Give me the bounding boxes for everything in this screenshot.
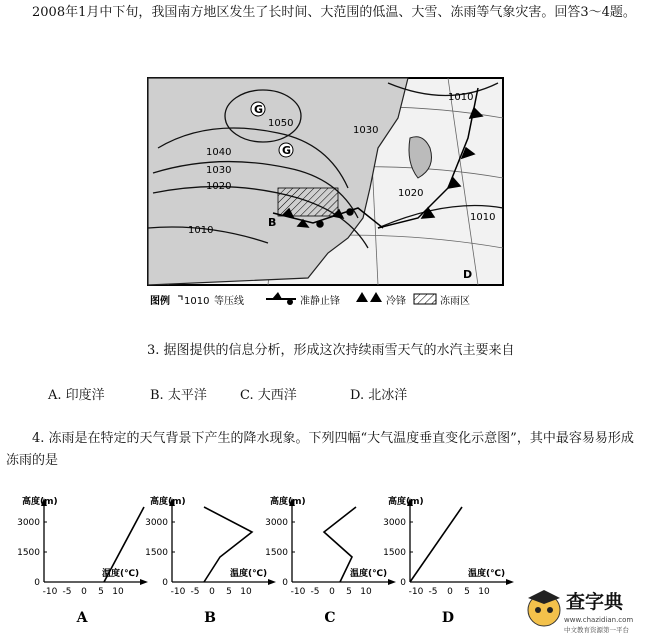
- x-tick-label: -5: [428, 587, 438, 597]
- isobar-label: 1010: [188, 225, 214, 236]
- weather-map: [148, 78, 504, 318]
- legend-cold-text: 冷锋: [386, 296, 406, 307]
- question-4: 4. 冻雨是在特定的天气背景下产生的降水现象。下列四幅“大气温度垂直变化示意图”，其中最容易易形成冻雨的是: [6, 431, 634, 468]
- isobar-label: 1020: [398, 188, 424, 199]
- y-tick-label: 1500: [265, 548, 288, 558]
- x-tick-label: 0: [81, 587, 87, 597]
- isobar-label: 1010: [470, 212, 496, 223]
- x-axis-title: 温度(℃): [102, 569, 140, 579]
- intro-paragraph: 2008年1月中下旬，我国南方地区发生了长时间、大范围的低温、大雪、冻雨等气象灾害。回答3～4题。: [32, 5, 636, 20]
- graph-b: [145, 494, 270, 630]
- logo-url: www.chazidian.com: [564, 616, 634, 624]
- x-tick-label: 10: [478, 587, 490, 597]
- freezing-rain-area: [278, 188, 338, 216]
- x-axis-arrow: [506, 579, 514, 585]
- x-tick-label: 5: [464, 587, 470, 597]
- point-label-b: B: [268, 216, 277, 229]
- x-axis-title: 温度(℃): [230, 569, 268, 579]
- x-tick-label: -5: [310, 587, 320, 597]
- isobar-label: 1030: [353, 125, 379, 136]
- y-tick-label: 3000: [145, 518, 168, 528]
- legend-isobar-text: 等压线: [214, 296, 244, 307]
- legend-prefix: 图例: [150, 296, 170, 307]
- x-tick-label: 5: [98, 587, 104, 597]
- x-tick-label: 10: [240, 587, 252, 597]
- isobar-label: 1020: [206, 181, 232, 192]
- x-tick-label: -10: [42, 587, 58, 597]
- x-tick-label: -10: [408, 587, 424, 597]
- isobar-label: 1050: [268, 118, 294, 129]
- legend-freezing-text: 冻雨区: [440, 296, 470, 307]
- map-legend: [150, 292, 470, 307]
- x-tick-label: -5: [190, 587, 200, 597]
- x-tick-label: -10: [170, 587, 186, 597]
- site-logo: [524, 578, 646, 636]
- y-tick-label: 3000: [265, 518, 288, 528]
- option-d[interactable]: D. 北冰洋: [350, 388, 408, 403]
- x-axis-title: 温度(℃): [468, 569, 506, 579]
- x-tick-label: 10: [360, 587, 372, 597]
- y-tick-label: 0: [282, 578, 288, 588]
- point-label-d: D: [463, 268, 473, 281]
- x-tick-label: -10: [290, 587, 306, 597]
- legend-stationary-text: 准静止锋: [300, 296, 340, 307]
- temperature-profile-line: [410, 507, 462, 582]
- graph-a: [17, 494, 142, 630]
- x-tick-label: 0: [209, 587, 215, 597]
- y-tick-label: 3000: [383, 518, 406, 528]
- x-tick-label: 0: [447, 587, 453, 597]
- high-pressure-mark: G: [254, 103, 264, 116]
- y-tick-label: 0: [162, 578, 168, 588]
- y-tick-label: 0: [34, 578, 40, 588]
- high-pressure-mark: G: [282, 144, 292, 157]
- option-c[interactable]: C. 大西洋: [240, 388, 297, 403]
- x-tick-label: 0: [329, 587, 335, 597]
- y-tick-label: 1500: [383, 548, 406, 558]
- isobar-label: 1010: [448, 92, 474, 103]
- x-tick-label: -5: [62, 587, 72, 597]
- y-tick-label: 3000: [17, 518, 40, 528]
- graph-label: B: [204, 610, 216, 626]
- isobar-label: 1040: [206, 147, 232, 158]
- x-axis-arrow: [140, 579, 148, 585]
- graph-d: [383, 494, 508, 630]
- x-tick-label: 10: [112, 587, 124, 597]
- graph-c: [265, 494, 390, 630]
- question-3: 3. 据图提供的信息分析，形成这次持续雨雪天气的水汽主要来自: [147, 343, 515, 358]
- option-b[interactable]: B. 太平洋: [150, 388, 207, 403]
- y-tick-label: 1500: [17, 548, 40, 558]
- question-3-options: [48, 384, 407, 403]
- y-tick-label: 1500: [145, 548, 168, 558]
- option-a[interactable]: A. 印度洋: [48, 388, 105, 403]
- isobar-label: 1030: [206, 165, 232, 176]
- graph-label: D: [441, 610, 455, 626]
- x-tick-label: 5: [226, 587, 232, 597]
- logo-slogan: 中文教育资源第一平台: [564, 626, 629, 634]
- x-axis-title: 温度(℃): [350, 569, 388, 579]
- y-axis-title: 高度(m): [388, 497, 424, 507]
- y-axis-title: 高度(m): [270, 497, 306, 507]
- y-tick-label: 0: [400, 578, 406, 588]
- x-tick-label: 5: [346, 587, 352, 597]
- y-axis-title: 高度(m): [150, 497, 186, 507]
- graph-label: A: [76, 610, 88, 626]
- graph-label: C: [324, 610, 336, 626]
- y-axis-title: 高度(m): [22, 497, 58, 507]
- legend-isobar-sample: 1010: [184, 296, 210, 307]
- logo-title: 查字典: [566, 591, 624, 613]
